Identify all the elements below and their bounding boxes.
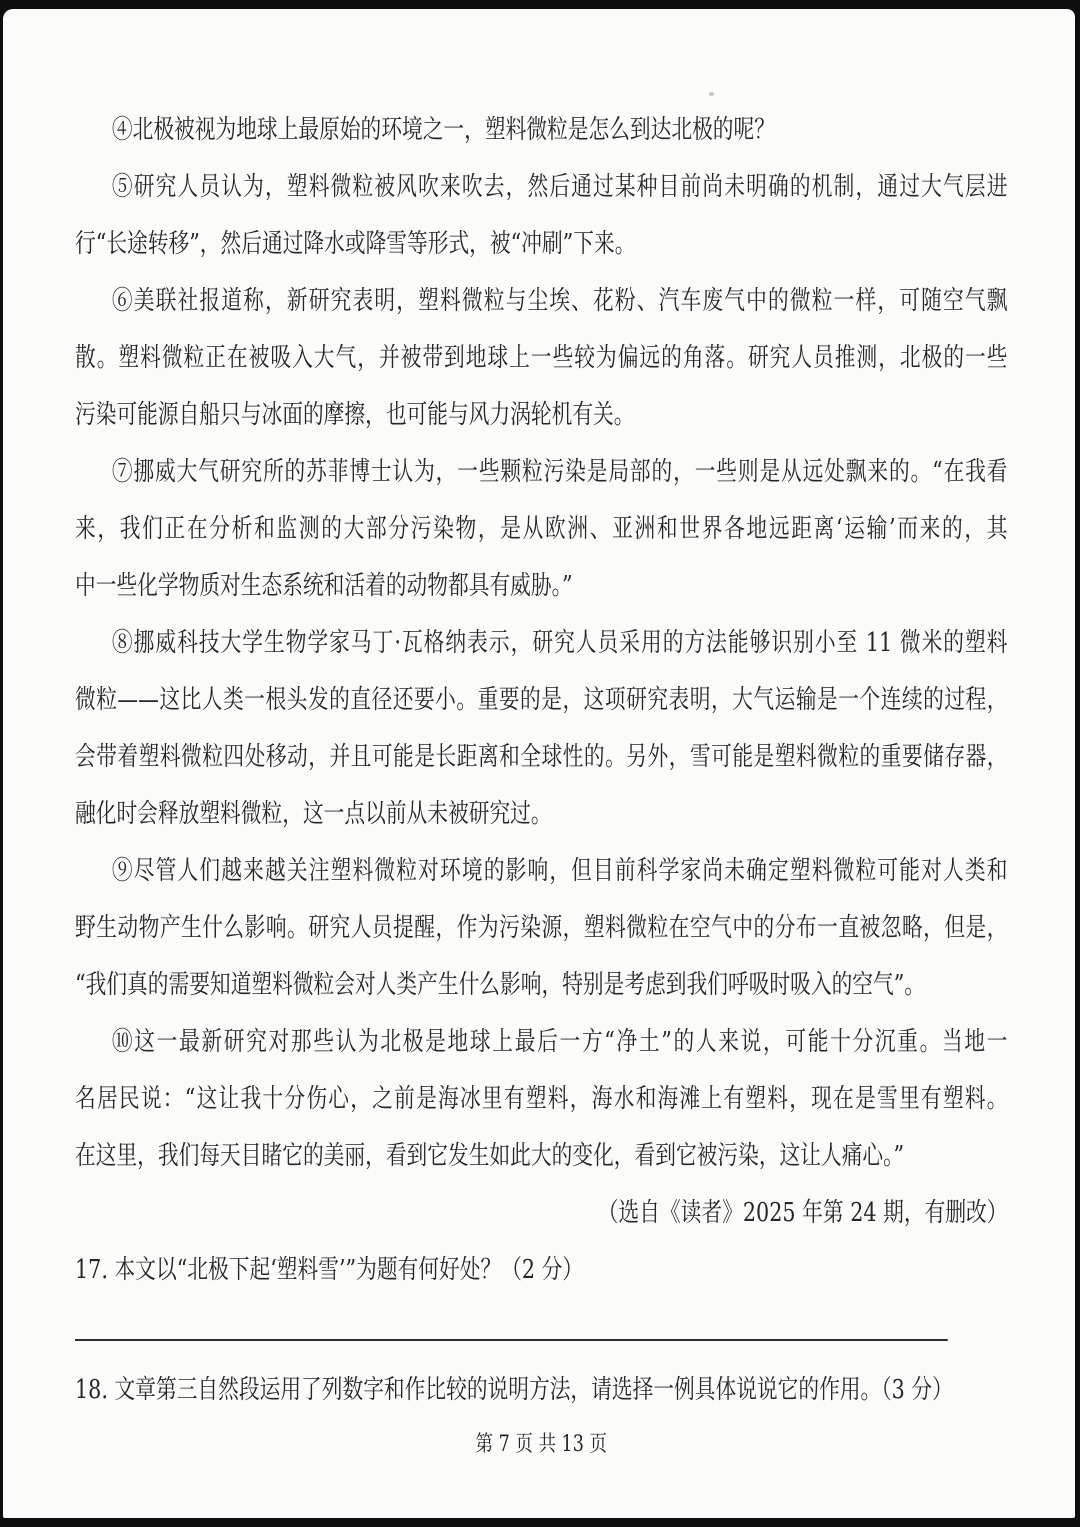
- text-line: ⑧挪威科技大学生物学家马丁·瓦格纳表示，研究人员采用的方法能够识别小至 11 微米的塑料: [111, 628, 1008, 658]
- text-line: “我们真的需要知道塑料微粒会对人类产生什么影响，特别是考虑到我们呼吸时吸入的空气”。: [75, 970, 926, 1000]
- text-line: 散。塑料微粒正在被吸入大气，并被带到地球上一些较为偏远的角落。研究人员推测，北极的一些: [75, 343, 1008, 373]
- attribution-line: （选自《读者》2025 年第 24 期，有删改）: [597, 1198, 1008, 1228]
- text-line: ⑥美联社报道称，新研究表明，塑料微粒与尘埃、花粉、汽车废气中的微粒一样，可随空气飘: [111, 286, 1008, 316]
- page-number: 第 7 页 共 13 页: [475, 1432, 607, 1457]
- text-line: ⑦挪威大气研究所的苏菲博士认为，一些颗粒污染是局部的，一些则是从远处飘来的。“在我看: [111, 457, 1008, 487]
- text-line: 中一些化学物质对生态系统和活着的动物都具有威胁。”: [75, 571, 573, 601]
- article: [75, 102, 1007, 1465]
- text-line: 污染可能源自船只与冰面的摩擦，也可能与风力涡轮机有关。: [75, 400, 635, 430]
- text-line: 会带着塑料微粒四处移动，并且可能是长距离和全球性的。另外，雪可能是塑料微粒的重要储存器，: [75, 742, 1008, 772]
- text-line: 野生动物产生什么影响。研究人员提醒，作为污染源，塑料微粒在空气中的分布一直被忽略，但是，: [75, 913, 1008, 943]
- document-page: [3, 9, 1075, 1518]
- text-line: 来，我们正在分析和监测的大部分污染物，是从欧洲、亚洲和世界各地远距离‘运输’而来的，其: [75, 514, 1008, 544]
- text-line: 微粒——这比人类一根头发的直径还要小。重要的是，这项研究表明，大气运输是一个连续的过程，: [75, 685, 1008, 715]
- text-line: ⑨尽管人们越来越关注塑料微粒对环境的影响，但目前科学家尚未确定塑料微粒可能对人类和: [111, 856, 1008, 886]
- question-17: 17. 本文以“北极下起‘塑料雪’”为题有何好处？（2 分）: [75, 1255, 584, 1285]
- question-18: 18. 文章第三自然段运用了列数字和作比较的说明方法，请选择一例具体说说它的作用。（3 分）: [75, 1375, 953, 1405]
- article-body: [75, 102, 1007, 1185]
- text-line: ④北极被视为地球上最原始的环境之一，塑料微粒是怎么到达北极的呢？: [111, 115, 775, 145]
- text-line: 行“长途转移”，然后通过降水或降雪等形式，被“冲刷”下来。: [75, 229, 636, 259]
- text-line: 在这里，我们每天目睹它的美丽，看到它发生如此大的变化，看到它被污染，这让人痛心。”: [75, 1141, 905, 1171]
- text-line: 融化时会释放塑料微粒，这一点以前从未被研究过。: [75, 799, 552, 829]
- text-line: ⑩这一最新研究对那些认为北极是地球上最后一方“净土”的人来说，可能十分沉重。当地一: [111, 1027, 1008, 1057]
- answer-line: [75, 1339, 948, 1341]
- text-line: 名居民说：“这让我十分伤心，之前是海冰里有塑料，海水和海滩上有塑料，现在是雪里有塑料。: [75, 1084, 1008, 1114]
- text-line: ⑤研究人员认为，塑料微粒被风吹来吹去，然后通过某种目前尚未明确的机制，通过大气层进: [111, 172, 1008, 202]
- scan-speck: [709, 92, 714, 96]
